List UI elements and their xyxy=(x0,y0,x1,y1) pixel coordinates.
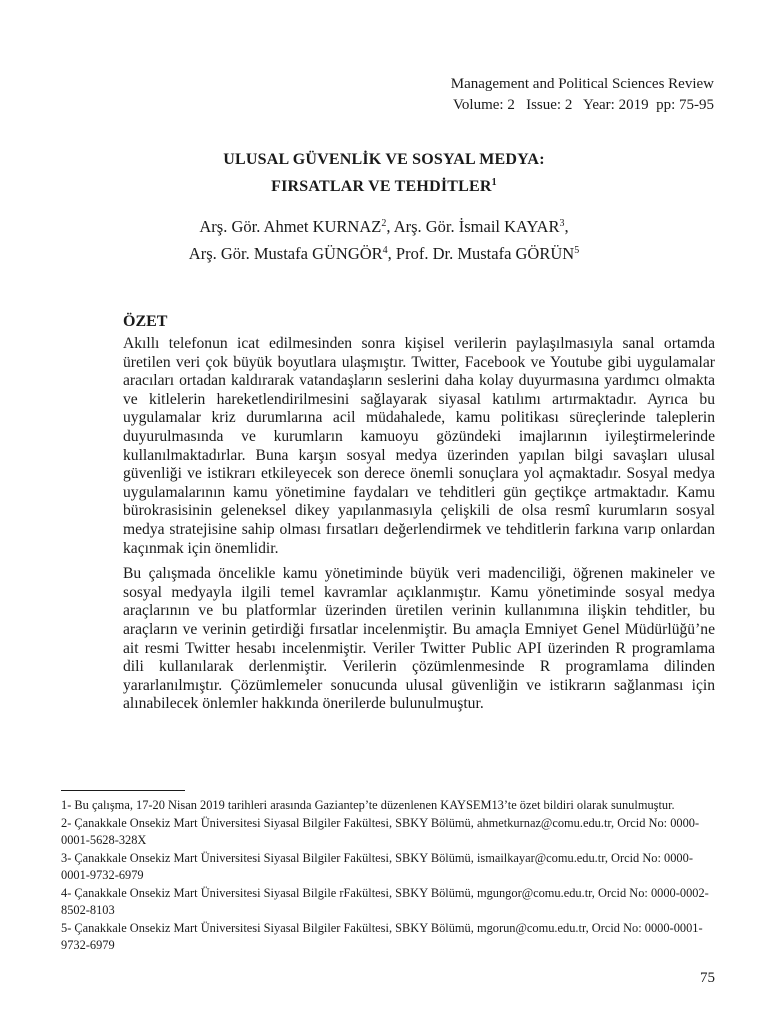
title-line-1: ULUSAL GÜVENLİK VE SOSYAL MEDYA: xyxy=(223,151,545,168)
abstract-body xyxy=(123,335,715,721)
authors-line-2: Arş. Gör. Mustafa GÜNGÖR$^4$, Prof. Dr. Mustafa GÖRÜN$^5$ xyxy=(188,244,580,263)
abstract-paragraph: Bu çalışmada öncelikle kamu yönetiminde büyük veri madenciliği, öğrenen makineler ve sosyal medyayla ilgili temel kavramlar açıklanmıştır. Kamu yönetiminde sosyal medya araçlarının ve bu platformlar üzerinden üretilen verinin kullanımına ilişkin tehditler, bu araçların ve verinin getirdiği fırsatlar incelenmiştir. Bu amaçla Emniyet Genel Müdürlüğü’ne ait resmi Twitter hesabı incelenmiştir. Veriler Twitter Public API üzerinden R programlama dili kullanılarak derlenmiştir. Verilerin çözümlenmesinde R programlama dilinden yararlanılmıştır. Çözümlemeler sonucunda ulusal güvenliğin ve istikrarın sağlanması için alınabilecek önlemler hakkında önerilerde bulunulmuştur. xyxy=(123,565,715,713)
title-line-2: FIRSATLAR VE TEHDİTLER$^1$ xyxy=(271,177,497,195)
authors-line-1: Arş. Gör. Ahmet KURNAZ$^2$, Arş. Gör. İsmail KAYAR$^3$, xyxy=(199,217,569,236)
author-list xyxy=(0,213,768,267)
journal-name: Management and Political Sciences Review xyxy=(450,76,714,92)
footnote-divider xyxy=(61,790,185,791)
journal-header xyxy=(451,74,714,116)
abstract-heading: ÖZET xyxy=(123,313,168,330)
footnote: 2- Çanakkale Onsekiz Mart Üniversitesi Siyasal Bilgiler Fakültesi, SBKY Bölümü, ahmetkurnaz@comu.edu.tr, Orcid No: 0000-0001-5628-328X xyxy=(61,816,700,847)
author-footnote-ref: 5 xyxy=(574,245,580,256)
author-footnote-ref: 4 xyxy=(382,245,388,256)
author-footnote-ref: 3 xyxy=(559,218,565,229)
author-name: Prof. Dr. Mustafa GÖRÜN xyxy=(395,244,575,263)
author-name: Arş. Gör. İsmail KAYAR xyxy=(393,217,560,236)
footnote: 3- Çanakkale Onsekiz Mart Üniversitesi Siyasal Bilgiler Fakültesi, SBKY Bölümü, ismailkayar@comu.edu.tr, Orcid No: 0000-0001-9732-6979 xyxy=(61,851,693,882)
journal-issue-info: Volume: 2 Issue: 2 Year: 2019 pp: 75-95 xyxy=(453,97,714,113)
title-footnote-ref: 1 xyxy=(491,177,497,188)
page-number: 75 xyxy=(700,970,715,986)
footnote: 1- Bu çalışma, 17-20 Nisan 2019 tarihleri arasında Gaziantep’te düzenlenen KAYSEM13’te özet bildiri olarak sunulmuştur. xyxy=(61,798,675,812)
footnote: 5- Çanakkale Onsekiz Mart Üniversitesi Siyasal Bilgiler Fakültesi, SBKY Bölümü, mgorun@comu.edu.tr, Orcid No: 0000-0001-9732-6979 xyxy=(61,921,703,952)
footnotes xyxy=(61,797,716,955)
author-name: Arş. Gör. Ahmet KURNAZ xyxy=(199,217,382,236)
paper-title xyxy=(0,146,768,200)
author-footnote-ref: 2 xyxy=(381,218,387,229)
abstract-paragraph: Akıllı telefonun icat edilmesinden sonra kişisel verilerin paylaşılmasıyla sanal ortamda üretilen veri çok büyük boyutlara ulaşmıştır. Twitter, Facebook ve Youtube gibi uygulamalar aracıları ortadan kaldırarak vatandaşların seslerini daha kolay duyurmasına yardımcı olmakta ve kitlelerin hareketlendirilmesini sağlayarak siyasal katılımı artırmaktadır. Ayrıca bu uygulamalar kriz durumlarına acil müdahalede, kamu politikası süreçlerinde taleplerin duyurulmasında ve kurumların kamuoyu gözündeki imajlarının iyileştirmelerinde kullanılmaktadırlar. Buna karşın sosyal medya üzerinden yapılan bilgi savaşları ulusal güvenliği ve istikrarı etkileyecek son derece önemli sonuçlara yol açmaktadır. Sosyal medya uygulamalarının kamu yönetimine faydaları ve tehditleri gün geçtikçe artmaktadır. Kamu bürokrasisinin geleneksel dikey yapılanmasıyla çelişkili de olsa resmî kurumların sosyal medya stratejisine sahip olması fırsatları değerlendirmek ve tehditlerin farkına varıp onlardan kaçınmak için önemlidir. xyxy=(123,335,715,557)
footnote: 4- Çanakkale Onsekiz Mart Üniversitesi Siyasal Bilgile rFakültesi, SBKY Bölümü, mgungor@comu.edu.tr, Orcid No: 0000-0002-8502-8103 xyxy=(61,886,709,917)
author-name: Arş. Gör. Mustafa GÜNGÖR xyxy=(188,244,383,263)
